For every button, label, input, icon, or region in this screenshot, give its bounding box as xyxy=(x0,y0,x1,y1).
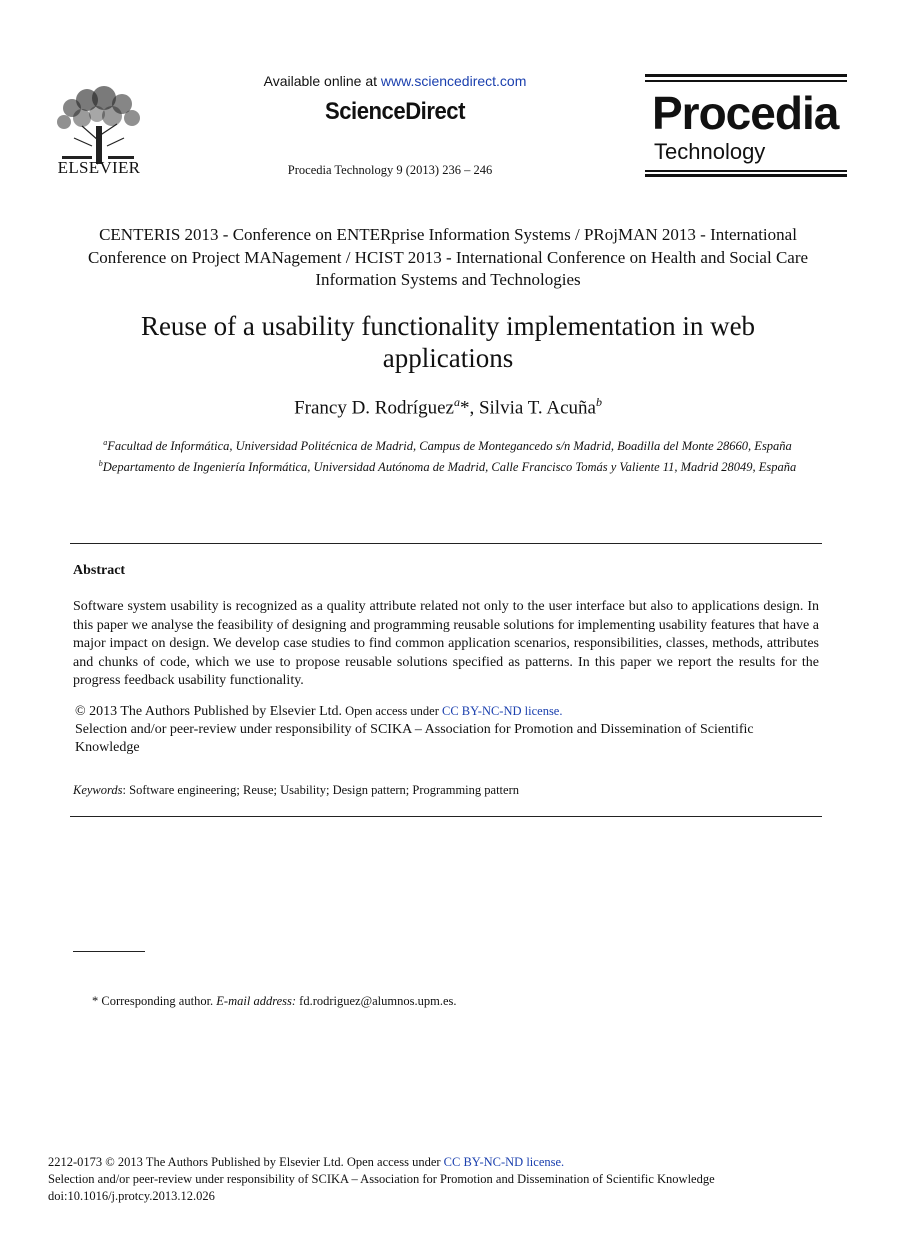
journal-reference: Procedia Technology 9 (2013) 236 – 246 xyxy=(287,163,493,177)
keywords-values: : Software engineering; Reuse; Usability; Design pattern; Programming pattern xyxy=(122,783,519,797)
corresponding-footnote xyxy=(92,994,456,1009)
journal-logo-rule-top-thin xyxy=(645,80,847,82)
author-name: Francy D. Rodríguez xyxy=(294,397,454,419)
footer-review-line: Selection and/or peer-review under responsibility of SCIKA – Association for Promotion and Dissemination of Scientific Knowledge xyxy=(48,1172,715,1186)
journal-logo-rule-top xyxy=(645,74,847,77)
abstract-body: Software system usability is recognized as a quality attribute related not only to the user interface but also to applications design. In this paper we analyse the feasibility of designing and programming reusable solutions for implementing usability features that have a major impact on design. We develop case studies to find common application scenarios, responsibilities, classes, methods, attributes and chunks of code, which we use to propose reusable solutions specified as patterns. In this paper we report the results for the progress feedback usability functionality. xyxy=(73,599,819,688)
platform-name: ScienceDirect xyxy=(324,98,466,125)
peer-review-statement: Selection and/or peer-review under responsibility of SCIKA – Association for Promotion and Dissemination of Scientific Knowledge xyxy=(75,722,754,755)
affiliation-item xyxy=(75,455,820,476)
journal-logo-subtitle: Technology xyxy=(654,139,766,164)
journal-logo-title: Procedia xyxy=(652,87,839,139)
affiliation-item xyxy=(75,434,820,455)
abstract-heading: Abstract xyxy=(73,563,126,578)
publisher-name: ELSEVIER xyxy=(57,158,141,177)
affil-mark: b xyxy=(595,395,602,409)
affiliation-text: Departamento de Ingeniería Informática, Universidad Autónoma de Madrid, Calle Francisco Tomás y Valiente 11, Madrid 28049, España xyxy=(102,460,797,475)
issn-line: 2212-0173 © 2013 The Authors Published by Elsevier Ltd. Open access under xyxy=(48,1155,444,1169)
available-online xyxy=(220,73,570,89)
footer-license-link[interactable]: CC BY-NC-ND license. xyxy=(443,1155,565,1169)
email-label: E-mail address: xyxy=(216,994,297,1008)
corresponding-mark: *, xyxy=(459,397,479,419)
footnote-rule xyxy=(73,951,145,952)
available-online-prefix: Available online at xyxy=(263,73,381,89)
affil-mark: a xyxy=(453,395,460,409)
sciencedirect-link[interactable]: www.sciencedirect.com xyxy=(380,73,527,89)
conference-name: CENTERIS 2013 - Conference on ENTERprise Information Systems / PRojMAN 2013 - International Conference on Project MANagement / HCIST 2013 - International Conference on Health and Social Care Information Systems and Technologies xyxy=(87,225,809,289)
affiliations xyxy=(75,434,820,476)
open-access-text: Open access under xyxy=(342,704,442,718)
footnote-prefix: * Corresponding author. xyxy=(92,994,217,1008)
keywords xyxy=(73,783,519,798)
copyright-block xyxy=(75,702,815,757)
license-link[interactable]: CC BY-NC-ND license. xyxy=(442,704,563,718)
journal-logo-rule-bottom-thin xyxy=(645,170,847,172)
journal-logo-rule-bottom xyxy=(645,174,847,177)
author-list xyxy=(90,395,806,419)
keywords-label: Keywords xyxy=(73,783,123,797)
email-address[interactable]: fd.rodriguez@alumnos.upm.es. xyxy=(296,994,457,1008)
author-name: Silvia T. Acuña xyxy=(478,397,596,419)
page-footer xyxy=(48,1154,868,1205)
affiliation-text: Facultad de Informática, Universidad Politécnica de Madrid, Campus de Montegancedo s/n Madrid, Boadilla del Monte 28660, España xyxy=(107,439,792,454)
paper-title: Reuse of a usability functionality implementation in web applications xyxy=(140,311,756,373)
doi[interactable]: doi:10.1016/j.protcy.2013.12.026 xyxy=(48,1189,215,1203)
divider-top xyxy=(70,543,822,544)
affil-mark: a xyxy=(103,438,108,447)
affil-mark: b xyxy=(98,459,103,469)
copyright-line: © 2013 The Authors Published by Elsevier Ltd. xyxy=(75,704,343,719)
divider-bottom xyxy=(70,816,822,817)
